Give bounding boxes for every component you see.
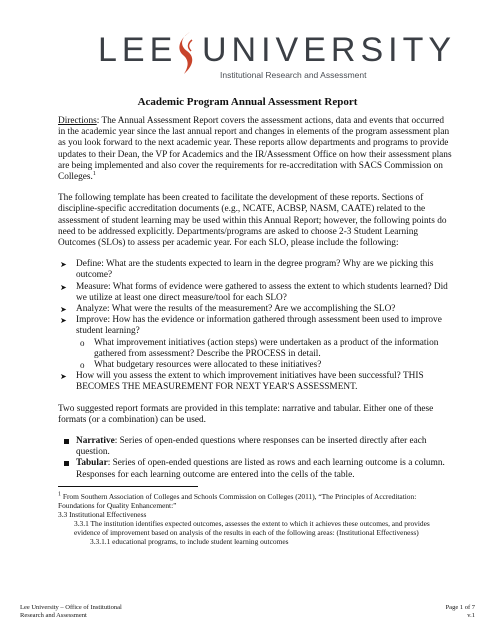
directions-paragraph (58, 116, 453, 183)
page-number: Page 1 of 7 (445, 604, 475, 611)
list-item: Tabular: Series of open-ended questions are listed as rows and each learning outcome is a column. Responses for each learning outcome are entered into the cells of the table. (76, 458, 453, 480)
directions-label: Directions (58, 116, 97, 126)
footnote (58, 492, 453, 546)
footnote-ref[interactable]: 1 (92, 170, 96, 177)
arrow-bullet-icon: ➤ (60, 305, 67, 315)
document-body (58, 116, 453, 481)
footer-page-info (446, 604, 475, 620)
square-bullet-icon (64, 461, 69, 466)
circle-bullet-icon: o (80, 360, 85, 371)
list-item: ➤ Define: What are the students expected to learn in the degree program? Why are we picking this outcome? (60, 259, 434, 281)
list-item: ➤ Improve: How has the evidence or information gathered through assessment been used to improve student learning? o What improvement initiatives (action steps) were undertaken as a product of the information gathered from assessment? Describe the PROCESS in detail. o What budgetary resources were allocated to these initiatives? (76, 315, 453, 371)
improve-sublist (76, 338, 453, 372)
list-item: ➤ Analyze: What were the results of the measurement? Are we accomplishing the SLO? (60, 304, 396, 315)
footnote-line-1: $^1$ From Southern Association of Colleges and Schools Commission on Colleges (2011), “The Principles of Accreditation: Foundations for Quality Enhancement:” (58, 491, 417, 510)
template-paragraph: The following template has been created to facilitate the development of these reports. Sections of discipline-specific accreditation documents (e.g., NCATE, ACBSP, NASM, CAATE) related to the assessment of student learning may be used within this Annual Report; however, the following points do need to be addressed explicitly. Departments/programs are asked to choose 2-3 Student Learning Outcomes (SLOs) to assess per academic year. For each SLO, please include the following: (58, 193, 447, 249)
footnote-line-2: 3.3 Institutional Effectiveness (58, 510, 147, 519)
footnote-divider (58, 486, 198, 487)
square-bullet-icon (64, 439, 69, 444)
footnote-line-4: 3.3.1.1 educational programs, to include student learning outcomes (90, 537, 289, 546)
directions-text: : The Annual Assessment Report covers the assessment actions, data and events that occurred in the academic year since the last annual report and changes in elements of the program assessment plan as you look forward to the next academic year. These reports allow departments and programs to provide updates to their Dean, the VP for Academics and the IR/Assessment Office on how their assessment plans are being implemented and also cover the requirements for re-accreditation with SACS Commission on Colleges. (58, 116, 452, 183)
formats-paragraph: Two suggested report formats are provided in this template: narrative and tabular. Either one of these formats (or a combination) can be used. (58, 403, 434, 425)
arrow-bullet-icon: ➤ (60, 316, 67, 326)
circle-bullet-icon: o (80, 337, 85, 348)
logo-subtitle: Institutional Research and Assessment (220, 70, 367, 80)
version-label: v.1 (467, 611, 475, 619)
slo-checklist (58, 259, 453, 393)
list-item: o What improvement initiatives (action steps) were undertaken as a product of the information gathered from assessment? Describe the PROCESS in detail. (80, 337, 439, 359)
logo-text-university: UNIVERSITY (202, 31, 457, 69)
arrow-bullet-icon: ➤ (60, 372, 67, 382)
format-list (58, 436, 453, 481)
arrow-bullet-icon: ➤ (60, 260, 67, 270)
flame-logo-icon (174, 30, 200, 76)
list-item: o What budgetary resources were allocated to these initiatives? (80, 360, 322, 371)
list-item: ➤ Measure: What forms of evidence were gathered to assess the extent to which students learned? Did we utilize at least one direct measure/tool for each SLO? (60, 281, 448, 303)
footnote-line-3: 3.3.1 The institution identifies expected outcomes, assesses the extent to which it achieves these outcomes, and provides evidence of improvement based on analysis of the results in each of the following areas: (Institutional Effectiveness) (74, 519, 430, 537)
list-item: ➤ How will you assess the extent to which improvement initiatives have been successful? THIS BECOMES THE MEASUREMENT FOR NEXT YEAR'S ASSESSMENT. (60, 371, 424, 393)
lee-university-logo (98, 30, 457, 80)
document-title: Academic Program Annual Assessment Report (137, 96, 358, 108)
logo-text-lee: LEE (98, 31, 178, 69)
footer-office: Lee University – Office of Institutional Research and Assessment (20, 604, 122, 619)
arrow-bullet-icon: ➤ (60, 282, 67, 292)
list-item: Narrative: Series of open-ended questions where responses can be inserted directly after each question. (76, 436, 453, 458)
